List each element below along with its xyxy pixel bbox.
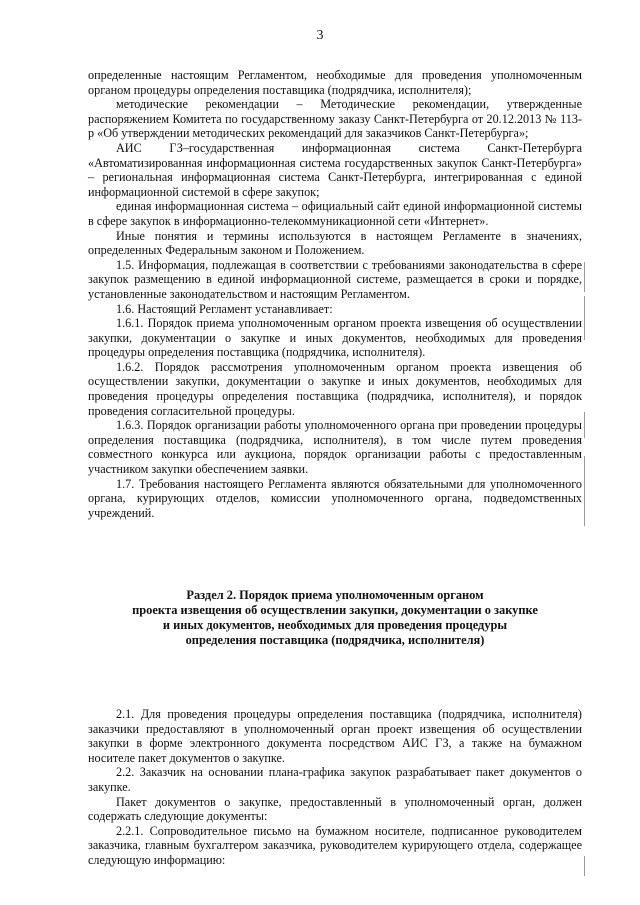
paragraph: 2.2. Заказчик на основании плана-графика закупок разрабатывает пакет документов о закупке.	[88, 765, 582, 794]
scan-edge-mark	[584, 412, 585, 438]
section-title-line: и иных документов, необходимых для проведения процедуры	[162, 618, 508, 632]
section-title-line: Раздел 2. Порядок приема уполномоченным органом	[186, 588, 484, 602]
paragraph: методические рекомендации – Методические рекомендации, утвержденные распоряжением Комитета по государственному заказу Санкт-Петербурга от 20.12.2013 № 113-р «Об утверждении методических рекомендаций для заказчиков Санкт-Петербурга»;	[88, 97, 582, 141]
paragraph: определенные настоящим Регламентом, необходимые для проведения уполномоченным органом процедуры определения поставщика (подрядчика, исполнителя);	[88, 68, 582, 97]
paragraph: 1.6.3. Порядок организации работы уполномоченного органа при проведении процедуры определения поставщика (подрядчика, исполнителя), в том числе путем проведения совместного конкурса или аукциона, порядок организации работы с предоставленным участником закупки обеспечением заявки.	[88, 418, 582, 477]
paragraph: АИС ГЗ–государственная информационная система Санкт-Петербурга «Автоматизированная информационная система государственных закупок Санкт-Петербурга» – региональная информационная система Санкт-Петербурга, интегрированная с единой информационной системой в сфере закупок;	[88, 140, 582, 199]
paragraph: 1.6.2. Порядок рассмотрения уполномоченным органом проекта извещения об осуществлении закупки, документации о закупке и иных документов, необходимых для проведения процедуры определения поставщика (подрядчика, исполнителя), и порядок проведения согласительной процедуры.	[88, 359, 582, 418]
paragraph: Пакет документов о закупке, предоставленный в уполномоченный орган, должен содержать следующие документы:	[88, 794, 582, 824]
paragraph: единая информационная система – официальный сайт единой информационной системы в сфере закупок в информационно-телекоммуникационной сети «Интернет».	[88, 199, 582, 228]
paragraph: 1.5. Информация, подлежащая в соответствии с требованиями законодательства в сфере закупок размещению в единой информационной системе, размещается в сроки и порядке, установленные законодательством и настоящим Регламентом.	[88, 257, 582, 301]
scan-edge-mark	[584, 296, 585, 340]
scan-edge-mark	[584, 262, 585, 292]
section-title	[88, 588, 582, 648]
paragraph: 1.7. Требования настоящего Регламента являются обязательными для уполномоченного органа, курирующих отделов, комиссии уполномоченного органа, подведомственных учреждений.	[88, 476, 582, 520]
scan-edge-mark	[584, 856, 585, 876]
regulation-text	[88, 68, 582, 520]
section-title-line: проекта извещения об осуществлении закупки, документации о закупке	[132, 603, 538, 617]
paragraph: 1.6.1. Порядок приема уполномоченным органом проекта извещения об осуществлении закупки, документации о закупке и иных документов, необходимых для проведения процедуры определения поставщика (подрядчика, исполнителя).	[88, 316, 582, 360]
paragraph: Иные понятия и термины используются в настоящем Регламенте в значениях, определенных Федеральным законом и Положением.	[88, 228, 582, 258]
scan-edge-mark	[584, 456, 585, 526]
paragraph: 2.2.1. Сопроводительное письмо на бумажном носителе, подписанное руководителем заказчика, главным бухгалтером заказчика, руководителем курирующего отдела, содержащее следующую информацию:	[88, 823, 582, 867]
page-number: 3	[316, 28, 324, 43]
paragraph: 1.6. Настоящий Регламент устанавливает:	[116, 301, 333, 316]
paragraph: 2.1. Для проведения процедуры определения поставщика (подрядчика, исполнителя) заказчики предоставляют в уполномоченный орган проект извещения об осуществлении закупки в форме электронного документа посредством АИС ГЗ, а также на бумажном носителе пакет документов о закупке.	[88, 707, 582, 765]
section-text	[88, 707, 582, 868]
section-title-line: определения поставщика (подрядчика, исполнителя)	[185, 633, 485, 647]
